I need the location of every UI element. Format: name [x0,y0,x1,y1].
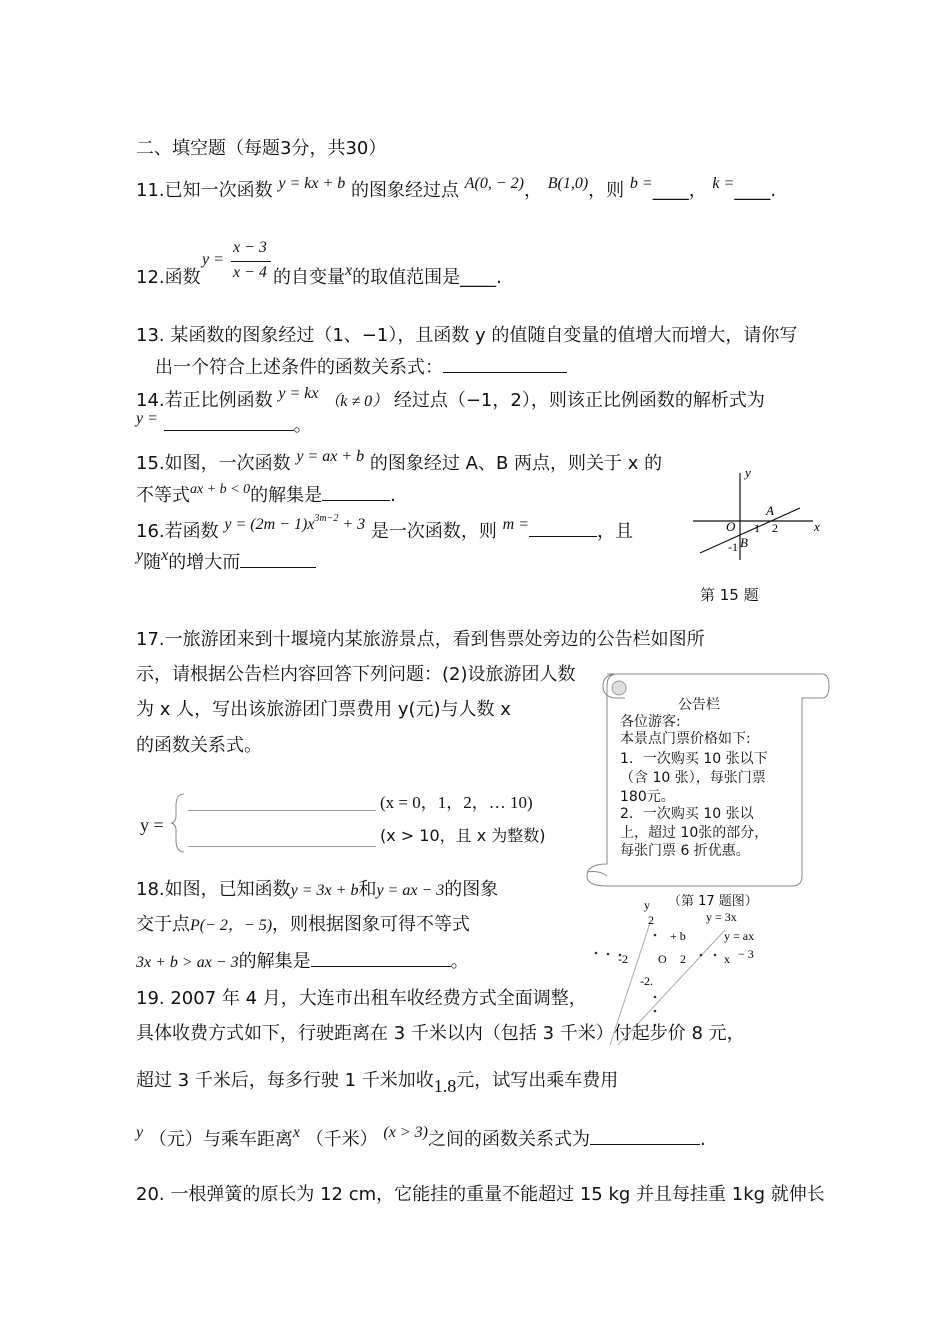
q18-line2 [136,913,470,938]
fig18-tick-neg2y: -2. [640,974,653,988]
notice-line1: 各位游客: [620,714,681,730]
q18-expr2: y = ax − 3 [376,882,445,899]
q14-y: y = [136,410,158,427]
fig15-origin: O [726,519,736,534]
question-12 [136,266,201,290]
q18-text-b: 和 [358,879,377,900]
q15-text-c: 不等式 [136,485,190,506]
fig18-origin: O [658,952,667,966]
q15-blank [322,484,390,501]
q16-text-b: 是一次函数，则 [370,521,497,542]
fig18-dotted-axes [595,934,717,1027]
q19-text-d: （千米） [305,1129,378,1150]
fig15-tick-1: 1 [754,521,760,535]
q19-text-c: （元）与乘车距离 [148,1129,293,1150]
q12-numerator: x − 3 [233,239,267,256]
q12-number: 12. [136,267,165,288]
q18-text-f: 的解集是 [238,951,311,972]
q16-text-c: ，且 [597,521,633,542]
fig15-x-label: x [814,519,820,534]
notice-line2: 本景点门票价格如下: [620,731,751,747]
fig15-line [700,508,800,553]
q12-text-a: 函数 [164,267,201,288]
question-11 [136,175,777,204]
question-16 [136,513,633,547]
fig18-label2b: − 3 [738,947,754,961]
q15-ineq: ax + b < 0 [190,482,251,497]
q16-text-a: 若函数 [164,521,219,542]
fig15-point-a: A [766,503,774,518]
q19-blank [590,1128,700,1145]
q19-end: . [699,1129,706,1150]
q18-text-c: 的图象 [444,879,499,900]
fig15-tick-2: 2 [772,521,778,535]
q19-line2: 具体收费方式如下，行驶距离在 3 千米以内（包括 3 千米）付起步价 8 元， [136,1023,745,1044]
fig18-x-label: x [724,952,730,966]
q19-y: y [136,1124,144,1141]
q17-blank-2 [188,846,376,847]
fig18-y-label: y [644,898,650,912]
q15-end: . [390,485,396,506]
q11-k-var: k = [712,175,735,192]
q11-sep1: ， [523,180,542,201]
q14-expr: y = kx [278,385,319,402]
fig18-tick-2: 2 [648,913,654,927]
q11-expr: y = kx + b [278,175,346,192]
q11-blank-b: ____ [652,180,689,201]
q11-number: 11. [136,180,165,201]
q17-case2: (x > 10，且 x 为整数) [380,826,546,845]
q12-text-c: 的取值范围是 [352,267,461,288]
fig15-point-b: B [740,535,748,550]
q19-x: x [292,1124,300,1141]
q16-text-e: 的增大而 [168,552,241,573]
q16-exponent: 3m−2 [314,513,339,524]
q19-text-a: 超过 3 千米后，每多行驶 1 千米加收 [136,1070,434,1091]
question-14 [136,385,765,414]
q18-expr1: y = 3x + b [290,882,359,899]
q14-blank [164,414,294,431]
q13-line2-text: 出一个符合上述条件的函数关系式： [155,357,443,378]
q17-brace [170,792,186,854]
q15-number: 15. [136,453,165,474]
q18-end: 。 [450,951,469,972]
q16-expr-base: y = (2m − 1)x [224,516,315,533]
q18-line1 [136,878,498,903]
q16-blank [240,551,316,568]
q11-blank-k: ____ [734,180,771,201]
q16-text-d: 随 [143,552,162,573]
q16-y: y [136,547,144,564]
q20-line1: 20. 一根弹簧的原长为 12 cm，它能挂的重量不能超过 15 kg 并且每挂重 1kg 就伸长 [136,1184,825,1205]
q12-y: y = [202,251,224,268]
q12-denominator: x − 4 [233,264,267,281]
q12-end: . [496,267,502,288]
notice-line4: （含 10 张），每张门票 [620,770,766,786]
q19-line3 [136,1068,619,1096]
figure-15 [688,465,828,565]
q17-line2: 示，请根据公告栏内容回答下列问题：(2)设旅游团人数 [136,664,576,685]
q15-text-a: 如图，一次函数 [164,453,291,474]
q11-text-b: 的图象经过点 [351,180,460,201]
notice-caption: （第 17 题图） [668,894,758,909]
notice-line8: 每张门票 6 折优惠。 [620,843,750,859]
q18-text-d: 交于点 [136,914,190,935]
q12-rest [273,262,502,291]
q16-x: x [161,547,169,564]
q11-text-a: 已知一次函数 [164,180,273,201]
q18-point: P(− 2，− 5) [190,917,273,934]
q11-sep2: ， [688,180,707,201]
notice-line6: 2．一次购买 10 张以 [620,806,754,822]
q18-text-a: 18.如图，已知函数 [136,879,291,900]
question-15 [136,448,663,477]
q16-expr-tail: + 3 [342,516,366,533]
q18-ineq: 3x + b > ax − 3 [136,954,239,971]
q16-line2 [136,547,316,576]
q18-line3 [136,950,469,975]
q18-text-e: ，则根据图象可得不等式 [272,914,471,935]
fig18-label1: y = 3x [706,910,737,924]
q11-text-c: ，则 [588,180,625,201]
q17-line1: 17.一旅游团来到十堰境内某旅游景点，看到售票处旁边的公告栏如图所 [136,629,705,650]
q15-text-b: 的图象经过 A、B 两点，则关于 x 的 [369,453,663,474]
q13-blank [443,356,567,373]
notice-line3: 1．一次购买 10 张以下 [620,751,768,767]
fig15-y-label: y [745,465,751,480]
fig15-caption: 第 15 题 [700,586,759,604]
q14-text-b: 经过点（−1，2），则该正比例函数的解析式为 [393,390,765,411]
notice-title: 公告栏 [678,697,720,713]
q11-end: . [770,180,777,201]
q15-line2 [136,484,396,510]
fig18-label2: y = ax [724,929,755,943]
q16-blank-m [529,520,597,537]
q17-case1: (x = 0，1，2，… 10) [380,793,533,812]
notice-line5: 180元。 [620,789,675,805]
q13-line1: 13. 某函数的图象经过（1、−1），且函数 y 的值随自变量的值增大而增大，请你写 [136,325,798,346]
q19-text-e: 之间的函数关系式为 [427,1129,590,1150]
q12-x: x [345,262,353,279]
q14-cond: （k ≠ 0） [324,393,389,410]
q13-line2 [155,356,567,380]
q12-text-b: 的自变量 [273,267,345,288]
q16-number: 16. [136,521,165,542]
q17-y-eq: y = [140,815,164,835]
q16-expr [224,513,366,533]
fig18-tick-neg2: -2 [618,952,628,966]
q14-end: 。 [293,415,312,436]
q19-rate: 1.8 [433,1076,457,1096]
q11-point-a: A(0, − 2) [464,175,524,192]
q17-line3: 为 x 人，写出该旅游团门票费用 y(元)与人数 x [136,699,511,720]
q14-number: 14. [136,390,165,411]
q18-blank [311,950,451,967]
q16-m-var: m = [502,516,529,533]
q17-line4: 的函数关系式。 [136,735,262,756]
notice-line7: 上，超过 10张的部分， [620,825,769,841]
q19-cond: (x > 3) [383,1124,428,1141]
q19-line1: 19. 2007 年 4 月，大连市出租车收经费方式全面调整， [136,988,587,1009]
q12-blank: ____ [460,267,497,288]
q19-line4 [136,1124,706,1153]
fig18-tick-2x: 2 [680,952,686,966]
q14-text-a: 若正比例函数 [164,390,273,411]
q14-line2 [136,410,312,439]
q11-b-var: b = [629,175,653,192]
q11-point-b: B(1,0) [547,175,589,192]
q19-text-b: 元，试写出乘车费用 [456,1070,619,1091]
fig15-tick-neg1: -1 [728,540,738,554]
q15-expr: y = ax + b [296,448,365,465]
q15-text-d: 的解集是 [250,485,323,506]
q17-blank-1 [188,810,376,811]
fig18-label1b: + b [670,929,686,943]
section-title: 二、填空题（每题3分，共30） [136,138,387,159]
